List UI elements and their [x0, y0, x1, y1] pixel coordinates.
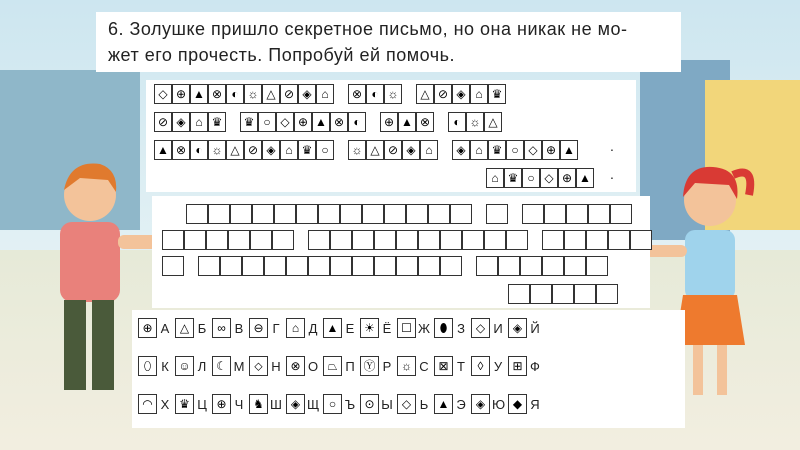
key-letter: Д [308, 320, 318, 336]
answer-cell[interactable] [564, 230, 586, 250]
cipher-symbol-cell: ⌂ [470, 140, 488, 160]
end-mark-1: . [610, 138, 614, 154]
secret-message-panel [146, 80, 636, 192]
answer-cell[interactable] [252, 204, 274, 224]
key-symbol-icon: ⬮ [434, 318, 453, 338]
cipher-symbol-cell: ☼ [384, 84, 402, 104]
answer-cell[interactable] [228, 230, 250, 250]
cipher-symbol-cell: ◇ [154, 84, 172, 104]
key-letter: С [419, 358, 429, 374]
key-symbol-icon: ⌂ [286, 318, 305, 338]
answer-panel [152, 196, 650, 308]
key-pair [434, 318, 467, 338]
answer-cell[interactable] [586, 230, 608, 250]
key-pair [249, 394, 282, 414]
key-letter: К [161, 358, 169, 374]
key-pair [175, 394, 208, 414]
answer-cell[interactable] [506, 230, 528, 250]
key-symbol-icon: △ [175, 318, 194, 338]
key-letter: Ю [492, 396, 506, 412]
cipher-symbol-cell: ⊕ [558, 168, 576, 188]
cipher-symbol-cell: ⌂ [486, 168, 504, 188]
cipher-symbol-cell: ▲ [312, 112, 330, 132]
answer-cell[interactable] [522, 204, 544, 224]
answer-cell[interactable] [610, 204, 632, 224]
cipher-symbol-cell: ◈ [298, 84, 316, 104]
answer-cell[interactable] [272, 230, 294, 250]
key-letter: Г [272, 320, 280, 336]
cipher-symbol-cell: ○ [522, 168, 540, 188]
key-letter: У [493, 358, 503, 374]
answer-cell[interactable] [352, 256, 374, 276]
answer-cell[interactable] [374, 256, 396, 276]
answer-cell[interactable] [250, 230, 272, 250]
key-letter: М [233, 358, 245, 374]
cipher-symbol-cell: ◈ [262, 140, 280, 160]
key-letter: Б [197, 320, 207, 336]
cipher-symbol-cell: ◐ [448, 112, 466, 132]
answer-cell[interactable] [406, 204, 428, 224]
key-pair [508, 394, 541, 414]
key-letter: З [457, 320, 465, 336]
key-pair [286, 394, 319, 414]
answer-cell[interactable] [308, 230, 330, 250]
cipher-symbol-cell: ⊗ [348, 84, 366, 104]
key-letter: Е [345, 320, 355, 336]
key-symbol-icon: ◊ [471, 356, 490, 376]
key-pair [138, 394, 171, 414]
key-symbol-icon: ▲ [434, 394, 453, 414]
key-pair [360, 356, 393, 376]
cipher-symbol-cell: ⊗ [330, 112, 348, 132]
cipher-key [132, 310, 685, 428]
cipher-symbol-cell: ⊘ [244, 140, 262, 160]
cipher-symbol-cell: ⊘ [280, 84, 298, 104]
key-symbol-icon: ◇ [471, 318, 490, 338]
key-symbol-icon: ☐ [397, 318, 416, 338]
key-symbol-icon: ☼ [397, 356, 416, 376]
key-symbol-icon: ☀ [360, 318, 379, 338]
key-letter: Ъ [344, 396, 356, 412]
key-letter: Э [456, 396, 466, 412]
answer-cell[interactable] [486, 204, 508, 224]
key-symbol-icon: Ⓨ [360, 356, 379, 376]
cipher-symbol-cell: ◐ [190, 140, 208, 160]
cipher-symbol-cell: ☼ [208, 140, 226, 160]
key-row-1 [138, 318, 541, 338]
answer-grid [152, 196, 650, 308]
cipher-symbol-cell: ◈ [402, 140, 420, 160]
cipher-symbol-cell: ♛ [240, 112, 258, 132]
answer-cell[interactable] [552, 284, 574, 304]
answer-cell[interactable] [630, 230, 652, 250]
key-pair [249, 356, 282, 376]
key-pair [323, 356, 356, 376]
key-symbol-icon: ⊠ [434, 356, 453, 376]
answer-cell[interactable] [508, 284, 530, 304]
cipher-symbol-cell: ◇ [524, 140, 542, 160]
key-pair [397, 318, 430, 338]
key-letter: Н [271, 358, 281, 374]
key-symbol-icon: ◠ [138, 394, 157, 414]
answer-cell[interactable] [340, 204, 362, 224]
key-letter: Р [382, 358, 392, 374]
key-symbol-icon: ⬦ [249, 356, 268, 376]
cipher-symbol-cell: ⊗ [208, 84, 226, 104]
answer-cell[interactable] [498, 256, 520, 276]
answer-cell[interactable] [520, 256, 542, 276]
cipher-symbol-cell: ⊕ [294, 112, 312, 132]
cipher-symbol-cell: ○ [316, 140, 334, 160]
cipher-symbol-cell: ☼ [466, 112, 484, 132]
cipher-symbol-cell: ▲ [398, 112, 416, 132]
key-symbol-icon: ∞ [212, 318, 231, 338]
key-symbol-icon: ◈ [508, 318, 527, 338]
key-symbol-icon: ⊕ [138, 318, 157, 338]
key-pair [471, 318, 504, 338]
answer-cell[interactable] [544, 204, 566, 224]
key-pair [323, 318, 356, 338]
answer-cell[interactable] [396, 256, 418, 276]
key-letter: Я [530, 396, 540, 412]
cipher-symbol-cell: ⊕ [380, 112, 398, 132]
key-symbol-icon: ⏢ [323, 356, 342, 376]
answer-cell[interactable] [186, 204, 208, 224]
key-letter: И [493, 320, 503, 336]
key-letter: Ы [381, 396, 393, 412]
key-symbol-icon: ⊗ [286, 356, 305, 376]
key-pair [397, 394, 430, 414]
key-pair [138, 356, 171, 376]
key-letter: Ц [197, 396, 207, 412]
key-row-2 [138, 356, 541, 376]
cipher-symbol-cell: △ [262, 84, 280, 104]
key-pair [286, 356, 319, 376]
cipher-symbol-cell: ▲ [154, 140, 172, 160]
cipher-symbol-cell: ☼ [244, 84, 262, 104]
end-mark-2: . [610, 166, 614, 182]
answer-cell[interactable] [588, 204, 610, 224]
key-symbol-icon: ☾ [212, 356, 231, 376]
secret-message-grid [146, 80, 636, 192]
task-line-1: 6. Золушке пришло секретное письмо, но она никак не мо- [108, 19, 628, 39]
answer-cell[interactable] [450, 204, 472, 224]
key-letter: П [345, 358, 355, 374]
cipher-symbol-cell: ♛ [488, 84, 506, 104]
key-letter: О [307, 358, 319, 374]
cipher-symbol-cell: ☼ [348, 140, 366, 160]
key-pair [508, 318, 541, 338]
answer-cell[interactable] [440, 256, 462, 276]
answer-cell[interactable] [462, 230, 484, 250]
answer-cell[interactable] [566, 204, 588, 224]
answer-cell[interactable] [384, 204, 406, 224]
key-pair [323, 394, 356, 414]
answer-cell[interactable] [396, 230, 418, 250]
answer-cell[interactable] [286, 256, 308, 276]
answer-cell[interactable] [242, 256, 264, 276]
cipher-symbol-cell: ○ [506, 140, 524, 160]
key-symbol-icon: ♞ [249, 394, 268, 414]
key-symbol-icon: ⊙ [360, 394, 379, 414]
key-letter: А [160, 320, 170, 336]
key-symbol-icon: ▲ [323, 318, 342, 338]
key-pair [138, 318, 171, 338]
key-pair [212, 318, 245, 338]
key-row-3 [138, 394, 541, 414]
key-pair [175, 318, 208, 338]
key-letter: Х [160, 396, 170, 412]
answer-cell[interactable] [542, 256, 564, 276]
key-pair [286, 318, 319, 338]
answer-cell[interactable] [352, 230, 374, 250]
answer-cell[interactable] [418, 230, 440, 250]
answer-cell[interactable] [206, 230, 228, 250]
cipher-symbol-cell: ♛ [504, 168, 522, 188]
key-letter: Ф [530, 358, 540, 374]
answer-cell[interactable] [330, 256, 352, 276]
answer-cell[interactable] [542, 230, 564, 250]
key-pair [212, 394, 245, 414]
key-letter: В [234, 320, 244, 336]
answer-cell[interactable] [476, 256, 498, 276]
key-letter: Ё [382, 320, 392, 336]
cipher-symbol-cell: ◈ [452, 84, 470, 104]
cipher-symbol-cell: ⊗ [416, 112, 434, 132]
cipher-symbol-cell: ▲ [576, 168, 594, 188]
cipher-symbol-cell: ♛ [488, 140, 506, 160]
cipher-symbol-cell: ◈ [172, 112, 190, 132]
cipher-symbol-cell: ⌂ [316, 84, 334, 104]
answer-cell[interactable] [586, 256, 608, 276]
cipher-symbol-cell: ♛ [298, 140, 316, 160]
key-letter: Т [457, 358, 465, 374]
cipher-symbol-cell: ⊘ [154, 112, 172, 132]
cipher-symbol-cell: ⌂ [280, 140, 298, 160]
key-pair [471, 356, 504, 376]
key-symbol-icon: ◆ [508, 394, 527, 414]
answer-cell[interactable] [574, 284, 596, 304]
cipher-symbol-cell: △ [366, 140, 384, 160]
key-pair [249, 318, 282, 338]
cipher-symbol-cell: ⊕ [172, 84, 190, 104]
cipher-symbol-cell: ◐ [226, 84, 244, 104]
answer-cell[interactable] [440, 230, 462, 250]
answer-cell[interactable] [596, 284, 618, 304]
answer-cell[interactable] [608, 230, 630, 250]
cipher-symbol-cell: ◇ [276, 112, 294, 132]
key-pair [471, 394, 504, 414]
answer-cell[interactable] [230, 204, 252, 224]
cipher-symbol-cell: ◈ [452, 140, 470, 160]
cipher-symbol-cell: ⌂ [190, 112, 208, 132]
key-symbol-icon: ⊕ [212, 394, 231, 414]
answer-cell[interactable] [362, 204, 384, 224]
key-symbol-icon: ⬯ [138, 356, 157, 376]
task-line-2: жет его прочесть. Попробуй ей помочь. [108, 45, 456, 65]
answer-cell[interactable] [308, 256, 330, 276]
cipher-symbol-cell: ⊗ [172, 140, 190, 160]
key-pair [360, 318, 393, 338]
key-pair [397, 356, 430, 376]
cipher-symbol-cell: ⊘ [434, 84, 452, 104]
cipher-symbol-cell: ▲ [190, 84, 208, 104]
cipher-symbol-cell: △ [416, 84, 434, 104]
cipher-symbol-cell: ⊕ [542, 140, 560, 160]
cipher-symbol-cell: △ [484, 112, 502, 132]
answer-cell[interactable] [220, 256, 242, 276]
cipher-symbol-cell: ⊘ [384, 140, 402, 160]
key-symbol-icon: ☺ [175, 356, 194, 376]
cipher-symbol-cell: ◇ [540, 168, 558, 188]
key-pair [360, 394, 393, 414]
answer-cell[interactable] [330, 230, 352, 250]
answer-cell[interactable] [274, 204, 296, 224]
answer-cell[interactable] [296, 204, 318, 224]
key-symbol-icon: ○ [323, 394, 342, 414]
answer-cell[interactable] [428, 204, 450, 224]
answer-cell[interactable] [162, 256, 184, 276]
key-letter: Ш [270, 396, 282, 412]
key-symbol-icon: ♛ [175, 394, 194, 414]
answer-cell[interactable] [530, 284, 552, 304]
key-symbol-icon: ⊞ [508, 356, 527, 376]
task-text [96, 12, 681, 72]
cipher-symbol-cell: ◐ [366, 84, 384, 104]
cipher-symbol-cell: ○ [258, 112, 276, 132]
key-symbol-icon: ◇ [397, 394, 416, 414]
answer-cell[interactable] [184, 230, 206, 250]
key-pair [508, 356, 541, 376]
cipher-symbol-cell: ▲ [560, 140, 578, 160]
answer-cell[interactable] [208, 204, 230, 224]
answer-cell[interactable] [162, 230, 184, 250]
cipher-symbol-cell: ⌂ [470, 84, 488, 104]
answer-cell[interactable] [418, 256, 440, 276]
cipher-symbol-cell: ⌂ [420, 140, 438, 160]
key-letter: Л [197, 358, 207, 374]
key-letter: Щ [307, 396, 320, 412]
key-symbol-icon: ◈ [286, 394, 305, 414]
answer-cell[interactable] [264, 256, 286, 276]
cipher-symbol-cell: △ [226, 140, 244, 160]
key-letter: Ж [418, 320, 431, 336]
key-letter: Й [530, 320, 540, 336]
cipher-symbol-cell: ◐ [348, 112, 366, 132]
cipher-symbol-cell: ♛ [208, 112, 226, 132]
key-pair [212, 356, 245, 376]
key-pair [434, 356, 467, 376]
key-letter: Ь [419, 396, 429, 412]
key-symbol-icon: ◈ [471, 394, 490, 414]
key-letter: Ч [234, 396, 244, 412]
answer-cell[interactable] [198, 256, 220, 276]
key-pair [175, 356, 208, 376]
answer-cell[interactable] [564, 256, 586, 276]
answer-cell[interactable] [374, 230, 396, 250]
answer-cell[interactable] [318, 204, 340, 224]
key-symbol-icon: ⊖ [249, 318, 268, 338]
key-pair [434, 394, 467, 414]
answer-cell[interactable] [484, 230, 506, 250]
